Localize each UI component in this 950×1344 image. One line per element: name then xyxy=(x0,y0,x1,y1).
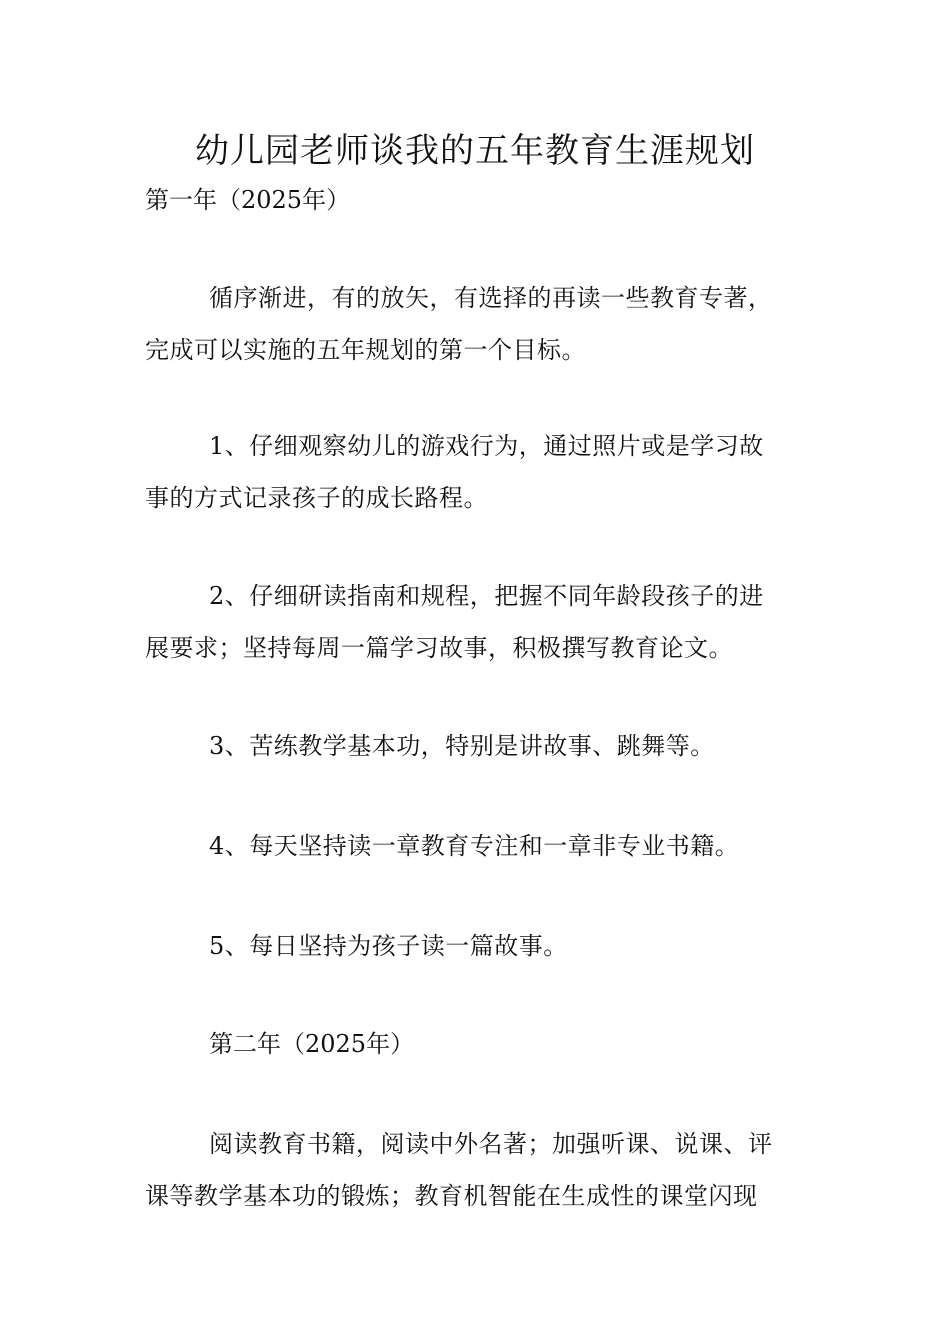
year2-paragraph xyxy=(145,1118,810,1222)
item1-line1: 1、仔细观察幼儿的游戏行为，通过照片或是学习故 xyxy=(209,432,764,460)
item3-paragraph xyxy=(145,720,810,772)
item2-paragraph xyxy=(145,570,810,674)
year2-line2: 课等教学基本功的锻炼；教育机智能在生成性的课堂闪现 xyxy=(145,1182,758,1210)
year1-heading: 第一年（2025年） xyxy=(145,186,351,214)
item2-line1: 2、仔细研读指南和规程，把握不同年龄段孩子的进 xyxy=(209,582,764,610)
item2-line2: 展要求；坚持每周一篇学习故事，积极撰写教育论文。 xyxy=(145,634,733,662)
item1-paragraph xyxy=(145,420,810,524)
year2-line1: 阅读教育书籍，阅读中外名著；加强听课、说课、评 xyxy=(209,1130,773,1158)
item1-line2: 事的方式记录孩子的成长路程。 xyxy=(145,484,488,512)
document-title: 幼儿园老师谈我的五年教育生涯规划 xyxy=(195,131,755,171)
item3-line: 3、苦练教学基本功，特别是讲故事、跳舞等。 xyxy=(209,732,715,760)
year1-intro-paragraph xyxy=(145,272,810,376)
item4-line: 4、每天坚持读一章教育专注和一章非专业书籍。 xyxy=(209,832,740,860)
year2-heading: 第二年（2025年） xyxy=(209,1030,415,1058)
item5-line: 5、每日坚持为孩子读一篇故事。 xyxy=(209,932,568,960)
item5-paragraph xyxy=(145,920,810,972)
year1-intro-line1: 循序渐进，有的放矢，有选择的再读一些教育专著， xyxy=(209,284,773,312)
year1-intro-line2: 完成可以实施的五年规划的第一个目标。 xyxy=(145,336,586,364)
item4-paragraph xyxy=(145,820,810,872)
